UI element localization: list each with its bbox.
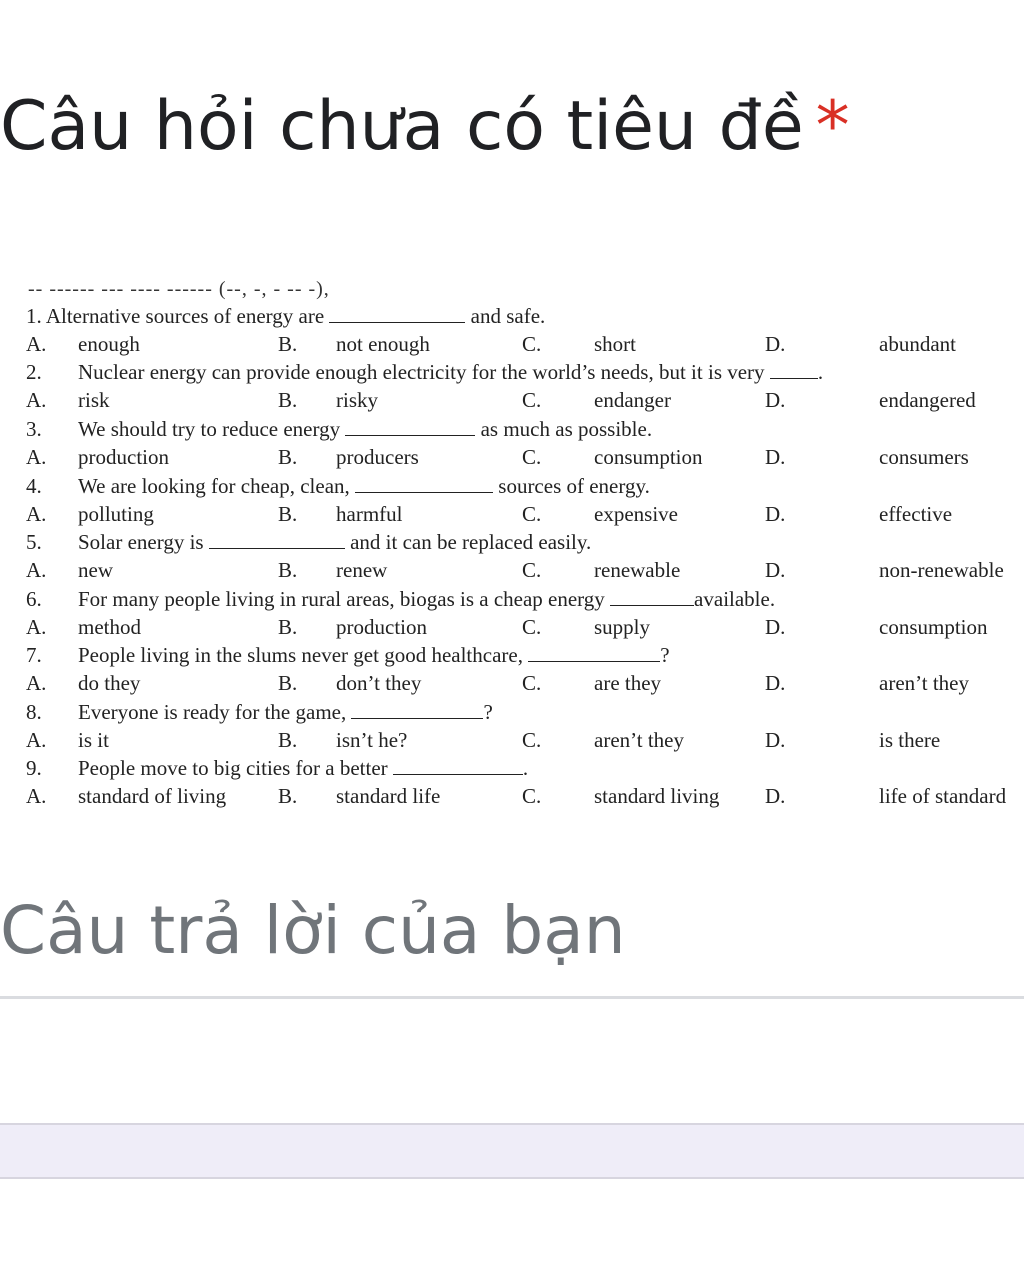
- q6-option-b-letter: B.: [278, 615, 298, 639]
- q9-option-c: standard living: [594, 784, 720, 808]
- q7-option-b-letter: B.: [278, 671, 298, 695]
- q2-number: 2.: [26, 360, 42, 384]
- q5-option-b-letter: B.: [278, 558, 298, 582]
- q6-option-d: consumption: [879, 615, 988, 639]
- q1-option-b: not enough: [336, 332, 430, 356]
- q6-number: 6.: [26, 587, 42, 611]
- q6-option-a: method: [78, 615, 141, 639]
- q7-option-a-letter: A.: [26, 671, 47, 695]
- q4-number: 4.: [26, 474, 42, 498]
- q2-option-a: risk: [78, 388, 110, 412]
- q3-option-b-letter: B.: [278, 445, 298, 469]
- q5-option-d: non-renewable: [879, 558, 1004, 582]
- q2-text: Nuclear energy can provide enough electricity for the world’s needs, but it is very .: [78, 360, 824, 384]
- q2-option-b-letter: B.: [278, 388, 298, 412]
- q5-option-a: new: [78, 558, 113, 582]
- q6-option-d-letter: D.: [765, 615, 786, 639]
- q3-option-d-letter: D.: [765, 445, 786, 469]
- q6-option-b: production: [336, 615, 427, 639]
- q3-text: We should try to reduce energy as much as possible.: [78, 417, 653, 441]
- q9-option-b: standard life: [336, 784, 441, 808]
- q7-option-b: don’t they: [336, 671, 422, 695]
- q9-number: 9.: [26, 756, 42, 780]
- question-title-text: Câu hỏi chưa có tiêu đề: [0, 87, 804, 166]
- q9-option-d-letter: D.: [765, 784, 786, 808]
- q3-option-c-letter: C.: [522, 445, 542, 469]
- q7-option-c: are they: [594, 671, 662, 695]
- q5-option-b: renew: [336, 558, 388, 582]
- q9-option-c-letter: C.: [522, 784, 542, 808]
- q8-number: 8.: [26, 700, 42, 724]
- q3-option-b: producers: [336, 445, 419, 469]
- q8-option-a: is it: [78, 728, 109, 752]
- q6-text: For many people living in rural areas, biogas is a cheap energy available.: [78, 587, 776, 611]
- q1-option-a: enough: [78, 332, 140, 356]
- q7-option-d-letter: D.: [765, 671, 786, 695]
- q1-option-d: abundant: [879, 332, 956, 356]
- q1-option-d-letter: D.: [765, 332, 786, 356]
- answer-input[interactable]: Câu trả lời của bạn: [0, 892, 626, 969]
- q4-option-b: harmful: [336, 502, 403, 526]
- q8-option-d: is there: [879, 728, 941, 752]
- q3-number: 3.: [26, 417, 42, 441]
- q5-option-a-letter: A.: [26, 558, 47, 582]
- q4-option-c: expensive: [594, 502, 678, 526]
- bottom-bar: [0, 1123, 1024, 1179]
- q7-option-a: do they: [78, 671, 141, 695]
- q6-option-c-letter: C.: [522, 615, 542, 639]
- q4-option-c-letter: C.: [522, 502, 542, 526]
- question-title: [0, 82, 850, 172]
- q6-option-c: supply: [594, 615, 651, 639]
- q2-option-b: risky: [336, 388, 378, 412]
- q7-number: 7.: [26, 643, 42, 667]
- q1-text: 1. Alternative sources of energy are and safe.: [26, 304, 546, 328]
- q5-text: Solar energy is and it can be replaced easily.: [78, 530, 592, 554]
- q3-option-d: consumers: [879, 445, 969, 469]
- q8-option-b: isn’t he?: [336, 728, 408, 752]
- answer-input-underline[interactable]: [0, 996, 1024, 999]
- q5-option-d-letter: D.: [765, 558, 786, 582]
- q8-option-c: aren’t they: [594, 728, 684, 752]
- q4-option-d: effective: [879, 502, 953, 526]
- q8-option-b-letter: B.: [278, 728, 298, 752]
- q8-option-d-letter: D.: [765, 728, 786, 752]
- q9-option-d: life of standard: [879, 784, 1007, 808]
- q9-option-a-letter: A.: [26, 784, 47, 808]
- q1-option-c: short: [594, 332, 636, 356]
- q4-option-b-letter: B.: [278, 502, 298, 526]
- q9-option-a: standard of living: [78, 784, 227, 808]
- q7-text: People living in the slums never get good healthcare, ?: [78, 643, 670, 667]
- worksheet-image: [0, 276, 1024, 816]
- q2-option-c-letter: C.: [522, 388, 542, 412]
- q3-option-c: consumption: [594, 445, 703, 469]
- q2-option-d-letter: D.: [765, 388, 786, 412]
- required-mark: *: [815, 87, 850, 166]
- q7-option-c-letter: C.: [522, 671, 542, 695]
- worksheet-cut-header: -- ------ --- ---- ------ (--, -, - -- -),: [28, 278, 330, 300]
- q9-option-b-letter: B.: [278, 784, 298, 808]
- q2-option-c: endanger: [594, 388, 671, 412]
- q4-option-a-letter: A.: [26, 502, 47, 526]
- q5-option-c-letter: C.: [522, 558, 542, 582]
- q3-option-a: production: [78, 445, 169, 469]
- q4-option-d-letter: D.: [765, 502, 786, 526]
- q4-text: We are looking for cheap, clean, sources of energy.: [78, 474, 650, 498]
- q2-option-d: endangered: [879, 388, 976, 412]
- q8-text: Everyone is ready for the game, ?: [78, 700, 493, 724]
- q5-number: 5.: [26, 530, 42, 554]
- q5-option-c: renewable: [594, 558, 681, 582]
- q8-option-c-letter: C.: [522, 728, 542, 752]
- q1-option-a-letter: A.: [26, 332, 47, 356]
- q1-option-c-letter: C.: [522, 332, 542, 356]
- q2-option-a-letter: A.: [26, 388, 47, 412]
- q4-option-a: polluting: [78, 502, 154, 526]
- q6-option-a-letter: A.: [26, 615, 47, 639]
- q9-text: People move to big cities for a better .: [78, 756, 529, 780]
- q8-option-a-letter: A.: [26, 728, 47, 752]
- q1-option-b-letter: B.: [278, 332, 298, 356]
- q3-option-a-letter: A.: [26, 445, 47, 469]
- q7-option-d: aren’t they: [879, 671, 969, 695]
